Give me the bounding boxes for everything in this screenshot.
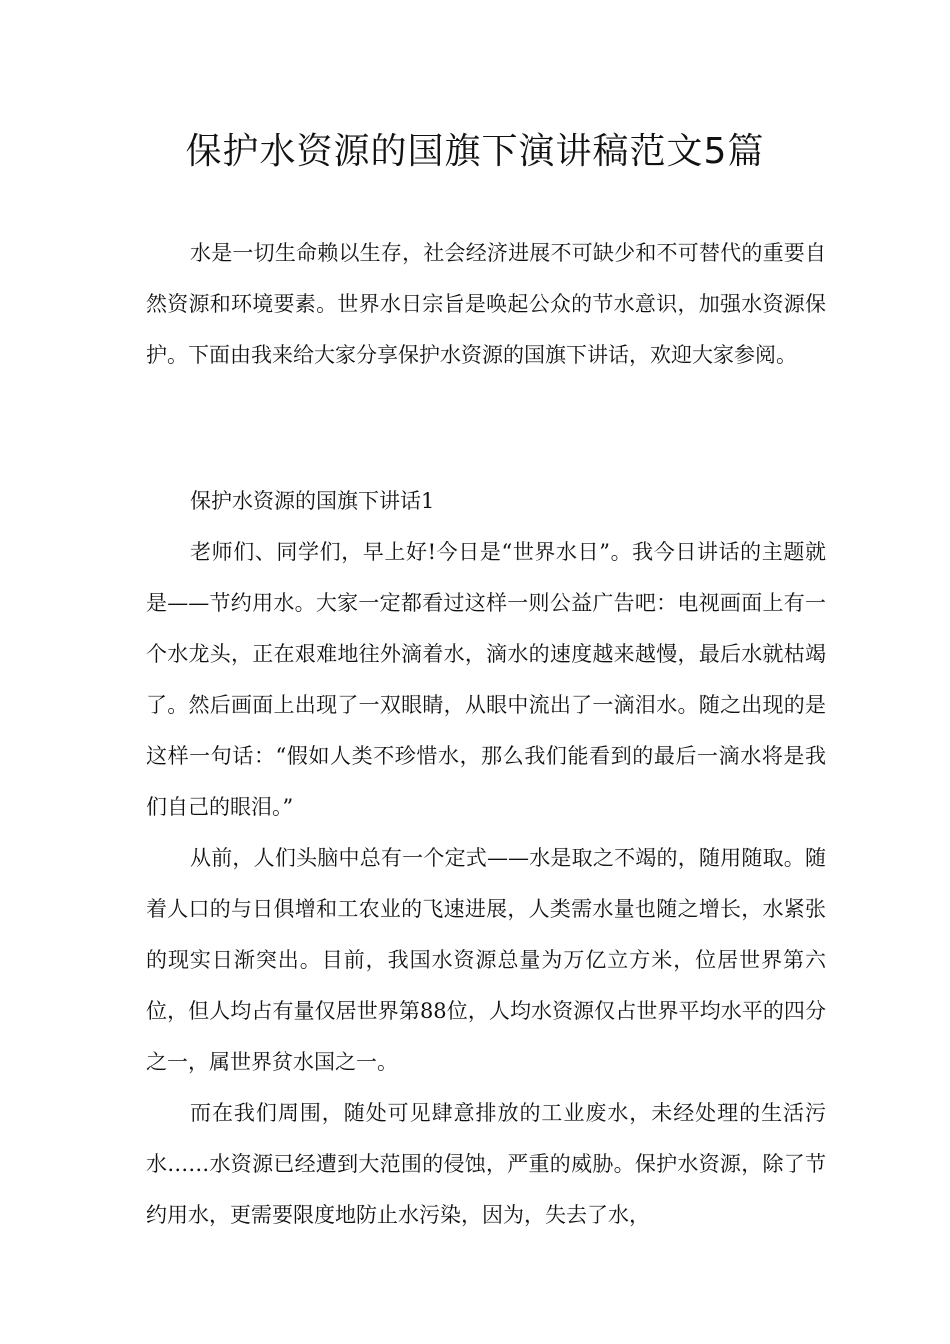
intro-paragraph: 水是一切生命赖以生存，社会经济进展不可缺少和不可替代的重要自然资源和环境要素。世界水日宗旨是唤起公众的节水意识，加强水资源保护。下面由我来给大家分享保护水资源的国旗下讲话，欢迎大家参阅。 — [146, 241, 826, 367]
document-title: 保护水资源的国旗下演讲稿范文5篇 — [185, 131, 765, 172]
body-paragraph: 老师们、同学们，早上好!今日是“世界水日”。我今日讲话的主题就是——节约用水。大家一定都看过这样一则公益广告吧：电视画面上有一个水龙头，正在艰难地往外滴着水，滴水的速度越来越慢，最后水就枯竭了。然后画面上出现了一双眼睛，从眼中流出了一滴泪水。随之出现的是这样一句话：“假如人类不珍惜水，那么我们能看到的最后一滴水将是我们自己的眼泪。” — [146, 540, 826, 819]
speech-section — [146, 476, 826, 1241]
section-heading: 保护水资源的国旗下讲话1 — [190, 489, 435, 513]
body-paragraph: 而在我们周围，随处可见肆意排放的工业废水，未经处理的生活污水……水资源已经遭到大范围的侵蚀，严重的威胁。保护水资源，除了节约用水，更需要限度地防止水污染，因为，失去了水， — [146, 1101, 826, 1227]
intro-block — [146, 228, 826, 381]
body-paragraph: 从前，人们头脑中总有一个定式——水是取之不竭的，随用随取。随着人口的与日俱增和工农业的飞速进展，人类需水量也随之增长，水紧张的现实日渐突出。目前，我国水资源总量为万亿立方米，位居世界第六位，但人均占有量仅居世界第88位，人均水资源仅占世界平均水平的四分之一，属世界贫水国之一。 — [146, 846, 826, 1074]
